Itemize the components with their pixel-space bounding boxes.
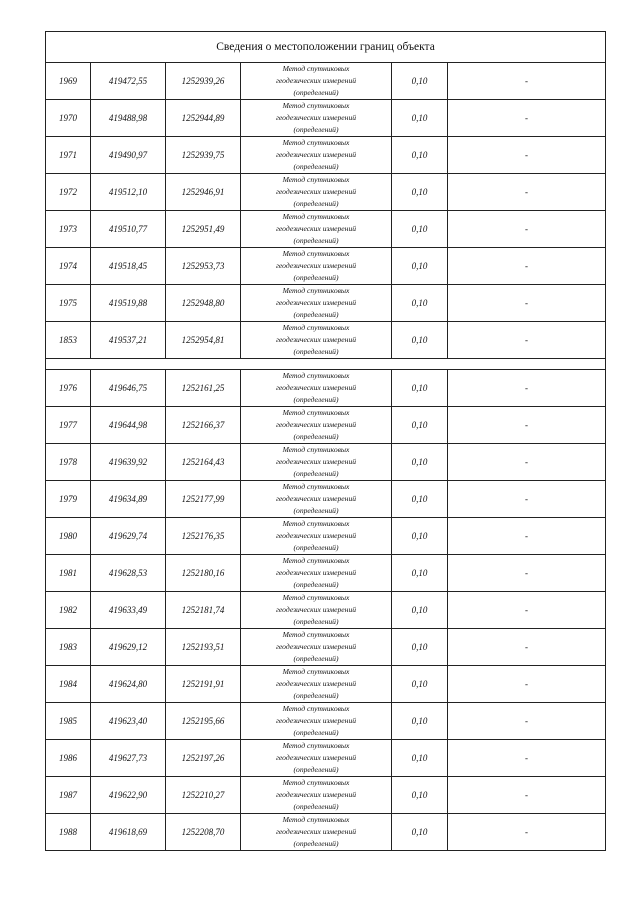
method-line: геодезических измерений xyxy=(275,261,357,270)
method-cell xyxy=(241,285,392,322)
note-cell: - xyxy=(448,407,606,444)
table-row xyxy=(46,555,606,592)
point-number-cell: 1975 xyxy=(46,285,91,322)
method-line: геодезических измерений xyxy=(275,716,357,725)
method-cell xyxy=(241,248,392,285)
accuracy-cell: 0,10 xyxy=(392,629,448,666)
point-number-cell: 1974 xyxy=(46,248,91,285)
y-coordinate-cell: 1252954,81 xyxy=(166,322,241,359)
method-line: (определений) xyxy=(293,617,339,626)
table-row xyxy=(46,481,606,518)
note-cell: - xyxy=(448,592,606,629)
point-number-cell: 1981 xyxy=(46,555,91,592)
method-cell xyxy=(241,63,392,100)
method-cell xyxy=(241,814,392,851)
method-line: Метод спутниковых xyxy=(282,445,350,454)
method-line: геодезических измерений xyxy=(275,679,357,688)
accuracy-cell: 0,10 xyxy=(392,285,448,322)
method-cell xyxy=(241,370,392,407)
x-coordinate-cell: 419629,74 xyxy=(91,518,166,555)
method-line: (определений) xyxy=(293,728,339,737)
note-cell: - xyxy=(448,137,606,174)
method-line: геодезических измерений xyxy=(275,113,357,122)
method-line: (определений) xyxy=(293,273,339,282)
y-coordinate-cell: 1252939,26 xyxy=(166,63,241,100)
point-number-cell: 1970 xyxy=(46,100,91,137)
x-coordinate-cell: 419510,77 xyxy=(91,211,166,248)
note-cell: - xyxy=(448,63,606,100)
accuracy-cell: 0,10 xyxy=(392,481,448,518)
method-line: Метод спутниковых xyxy=(282,815,350,824)
method-line: (определений) xyxy=(293,654,339,663)
method-cell xyxy=(241,322,392,359)
y-coordinate-cell: 1252177,99 xyxy=(166,481,241,518)
method-line: Метод спутниковых xyxy=(282,408,350,417)
method-line: геодезических измерений xyxy=(275,76,357,85)
y-coordinate-cell: 1252953,73 xyxy=(166,248,241,285)
method-line: геодезических измерений xyxy=(275,420,357,429)
method-line: (определений) xyxy=(293,347,339,356)
accuracy-cell: 0,10 xyxy=(392,814,448,851)
y-coordinate-cell: 1252161,25 xyxy=(166,370,241,407)
accuracy-cell: 0,10 xyxy=(392,63,448,100)
y-coordinate-cell: 1252944,89 xyxy=(166,100,241,137)
point-number-cell: 1969 xyxy=(46,63,91,100)
method-line: (определений) xyxy=(293,469,339,478)
y-coordinate-cell: 1252939,75 xyxy=(166,137,241,174)
y-coordinate-cell: 1252208,70 xyxy=(166,814,241,851)
method-cell xyxy=(241,481,392,518)
x-coordinate-cell: 419623,40 xyxy=(91,703,166,740)
point-number-cell: 1985 xyxy=(46,703,91,740)
method-line: (определений) xyxy=(293,236,339,245)
method-cell xyxy=(241,518,392,555)
note-cell: - xyxy=(448,174,606,211)
method-line: геодезических измерений xyxy=(275,568,357,577)
point-number-cell: 1986 xyxy=(46,740,91,777)
point-number-cell: 1984 xyxy=(46,666,91,703)
y-coordinate-cell: 1252193,51 xyxy=(166,629,241,666)
method-cell xyxy=(241,211,392,248)
point-number-cell: 1971 xyxy=(46,137,91,174)
method-line: Метод спутниковых xyxy=(282,593,350,602)
accuracy-cell: 0,10 xyxy=(392,322,448,359)
point-number-cell: 1973 xyxy=(46,211,91,248)
note-cell: - xyxy=(448,518,606,555)
method-line: Метод спутниковых xyxy=(282,667,350,676)
boundary-table-body xyxy=(46,32,606,851)
x-coordinate-cell: 419624,80 xyxy=(91,666,166,703)
method-line: геодезических измерений xyxy=(275,494,357,503)
table-row xyxy=(46,248,606,285)
method-line: (определений) xyxy=(293,765,339,774)
table-row xyxy=(46,444,606,481)
note-cell: - xyxy=(448,322,606,359)
table-title: Сведения о местоположении границ объекта xyxy=(46,32,606,63)
method-line: геодезических измерений xyxy=(275,605,357,614)
table-row xyxy=(46,703,606,740)
method-line: (определений) xyxy=(293,802,339,811)
note-cell: - xyxy=(448,370,606,407)
accuracy-cell: 0,10 xyxy=(392,777,448,814)
accuracy-cell: 0,10 xyxy=(392,211,448,248)
y-coordinate-cell: 1252946,91 xyxy=(166,174,241,211)
note-cell: - xyxy=(448,481,606,518)
table-row xyxy=(46,666,606,703)
method-line: Метод спутниковых xyxy=(282,286,350,295)
x-coordinate-cell: 419627,73 xyxy=(91,740,166,777)
method-line: геодезических измерений xyxy=(275,298,357,307)
table-row xyxy=(46,814,606,851)
method-line: геодезических измерений xyxy=(275,790,357,799)
method-line: (определений) xyxy=(293,125,339,134)
point-number-cell: 1979 xyxy=(46,481,91,518)
method-line: геодезических измерений xyxy=(275,335,357,344)
method-line: (определений) xyxy=(293,839,339,848)
method-line: геодезических измерений xyxy=(275,531,357,540)
x-coordinate-cell: 419488,98 xyxy=(91,100,166,137)
method-line: Метод спутниковых xyxy=(282,741,350,750)
y-coordinate-cell: 1252180,16 xyxy=(166,555,241,592)
accuracy-cell: 0,10 xyxy=(392,555,448,592)
method-line: Метод спутниковых xyxy=(282,101,350,110)
note-cell: - xyxy=(448,740,606,777)
method-cell xyxy=(241,407,392,444)
method-cell xyxy=(241,100,392,137)
method-line: (определений) xyxy=(293,691,339,700)
point-number-cell: 1982 xyxy=(46,592,91,629)
x-coordinate-cell: 419490,97 xyxy=(91,137,166,174)
x-coordinate-cell: 419646,75 xyxy=(91,370,166,407)
table-row xyxy=(46,740,606,777)
accuracy-cell: 0,10 xyxy=(392,740,448,777)
note-cell: - xyxy=(448,666,606,703)
x-coordinate-cell: 419518,45 xyxy=(91,248,166,285)
accuracy-cell: 0,10 xyxy=(392,100,448,137)
note-cell: - xyxy=(448,814,606,851)
method-cell xyxy=(241,592,392,629)
note-cell: - xyxy=(448,629,606,666)
method-line: (определений) xyxy=(293,88,339,97)
note-cell: - xyxy=(448,211,606,248)
point-number-cell: 1980 xyxy=(46,518,91,555)
y-coordinate-cell: 1252948,80 xyxy=(166,285,241,322)
table-row xyxy=(46,322,606,359)
accuracy-cell: 0,10 xyxy=(392,370,448,407)
method-cell xyxy=(241,703,392,740)
method-line: Метод спутниковых xyxy=(282,64,350,73)
point-number-cell: 1983 xyxy=(46,629,91,666)
note-cell: - xyxy=(448,777,606,814)
method-line: Метод спутниковых xyxy=(282,556,350,565)
method-line: (определений) xyxy=(293,506,339,515)
table-row xyxy=(46,629,606,666)
table-row xyxy=(46,518,606,555)
x-coordinate-cell: 419629,12 xyxy=(91,629,166,666)
section-separator xyxy=(46,359,606,370)
method-cell xyxy=(241,629,392,666)
method-line: Метод спутниковых xyxy=(282,482,350,491)
method-line: геодезических измерений xyxy=(275,383,357,392)
method-line: (определений) xyxy=(293,580,339,589)
method-cell xyxy=(241,444,392,481)
method-line: Метод спутниковых xyxy=(282,323,350,332)
y-coordinate-cell: 1252181,74 xyxy=(166,592,241,629)
method-line: геодезических измерений xyxy=(275,150,357,159)
method-line: (определений) xyxy=(293,395,339,404)
y-coordinate-cell: 1252195,66 xyxy=(166,703,241,740)
note-cell: - xyxy=(448,100,606,137)
table-row xyxy=(46,137,606,174)
method-line: (определений) xyxy=(293,199,339,208)
note-cell: - xyxy=(448,285,606,322)
note-cell: - xyxy=(448,444,606,481)
method-line: геодезических измерений xyxy=(275,827,357,836)
method-line: (определений) xyxy=(293,162,339,171)
table-row xyxy=(46,174,606,211)
table-row xyxy=(46,777,606,814)
x-coordinate-cell: 419537,21 xyxy=(91,322,166,359)
accuracy-cell: 0,10 xyxy=(392,137,448,174)
method-line: Метод спутниковых xyxy=(282,778,350,787)
x-coordinate-cell: 419472,55 xyxy=(91,63,166,100)
method-cell xyxy=(241,777,392,814)
x-coordinate-cell: 419634,89 xyxy=(91,481,166,518)
method-line: Метод спутниковых xyxy=(282,249,350,258)
accuracy-cell: 0,10 xyxy=(392,444,448,481)
method-line: (определений) xyxy=(293,310,339,319)
note-cell: - xyxy=(448,248,606,285)
method-line: геодезических измерений xyxy=(275,224,357,233)
method-line: геодезических измерений xyxy=(275,753,357,762)
y-coordinate-cell: 1252176,35 xyxy=(166,518,241,555)
y-coordinate-cell: 1252197,26 xyxy=(166,740,241,777)
method-cell xyxy=(241,555,392,592)
method-line: геодезических измерений xyxy=(275,187,357,196)
table-row xyxy=(46,592,606,629)
table-row xyxy=(46,285,606,322)
method-line: (определений) xyxy=(293,432,339,441)
method-line: геодезических измерений xyxy=(275,457,357,466)
accuracy-cell: 0,10 xyxy=(392,592,448,629)
method-line: Метод спутниковых xyxy=(282,138,350,147)
accuracy-cell: 0,10 xyxy=(392,518,448,555)
accuracy-cell: 0,10 xyxy=(392,248,448,285)
method-line: Метод спутниковых xyxy=(282,630,350,639)
note-cell: - xyxy=(448,703,606,740)
method-cell xyxy=(241,174,392,211)
method-line: Метод спутниковых xyxy=(282,175,350,184)
section-separator-row xyxy=(46,359,606,370)
table-row xyxy=(46,100,606,137)
y-coordinate-cell: 1252951,49 xyxy=(166,211,241,248)
point-number-cell: 1988 xyxy=(46,814,91,851)
y-coordinate-cell: 1252164,43 xyxy=(166,444,241,481)
method-line: Метод спутниковых xyxy=(282,371,350,380)
x-coordinate-cell: 419512,10 xyxy=(91,174,166,211)
table-row xyxy=(46,211,606,248)
point-number-cell: 1987 xyxy=(46,777,91,814)
point-number-cell: 1972 xyxy=(46,174,91,211)
method-line: (определений) xyxy=(293,543,339,552)
accuracy-cell: 0,10 xyxy=(392,407,448,444)
y-coordinate-cell: 1252166,37 xyxy=(166,407,241,444)
point-number-cell: 1976 xyxy=(46,370,91,407)
point-number-cell: 1853 xyxy=(46,322,91,359)
accuracy-cell: 0,10 xyxy=(392,666,448,703)
method-line: Метод спутниковых xyxy=(282,212,350,221)
method-cell xyxy=(241,137,392,174)
y-coordinate-cell: 1252210,27 xyxy=(166,777,241,814)
boundary-table xyxy=(45,31,606,851)
point-number-cell: 1978 xyxy=(46,444,91,481)
x-coordinate-cell: 419519,88 xyxy=(91,285,166,322)
accuracy-cell: 0,10 xyxy=(392,174,448,211)
y-coordinate-cell: 1252191,91 xyxy=(166,666,241,703)
table-row xyxy=(46,407,606,444)
x-coordinate-cell: 419622,90 xyxy=(91,777,166,814)
note-cell: - xyxy=(448,555,606,592)
method-cell xyxy=(241,740,392,777)
point-number-cell: 1977 xyxy=(46,407,91,444)
accuracy-cell: 0,10 xyxy=(392,703,448,740)
x-coordinate-cell: 419633,49 xyxy=(91,592,166,629)
table-title-row xyxy=(46,32,606,63)
method-line: геодезических измерений xyxy=(275,642,357,651)
x-coordinate-cell: 419618,69 xyxy=(91,814,166,851)
table-row xyxy=(46,370,606,407)
x-coordinate-cell: 419639,92 xyxy=(91,444,166,481)
method-line: Метод спутниковых xyxy=(282,704,350,713)
method-line: Метод спутниковых xyxy=(282,519,350,528)
table-row xyxy=(46,63,606,100)
x-coordinate-cell: 419628,53 xyxy=(91,555,166,592)
method-cell xyxy=(241,666,392,703)
x-coordinate-cell: 419644,98 xyxy=(91,407,166,444)
